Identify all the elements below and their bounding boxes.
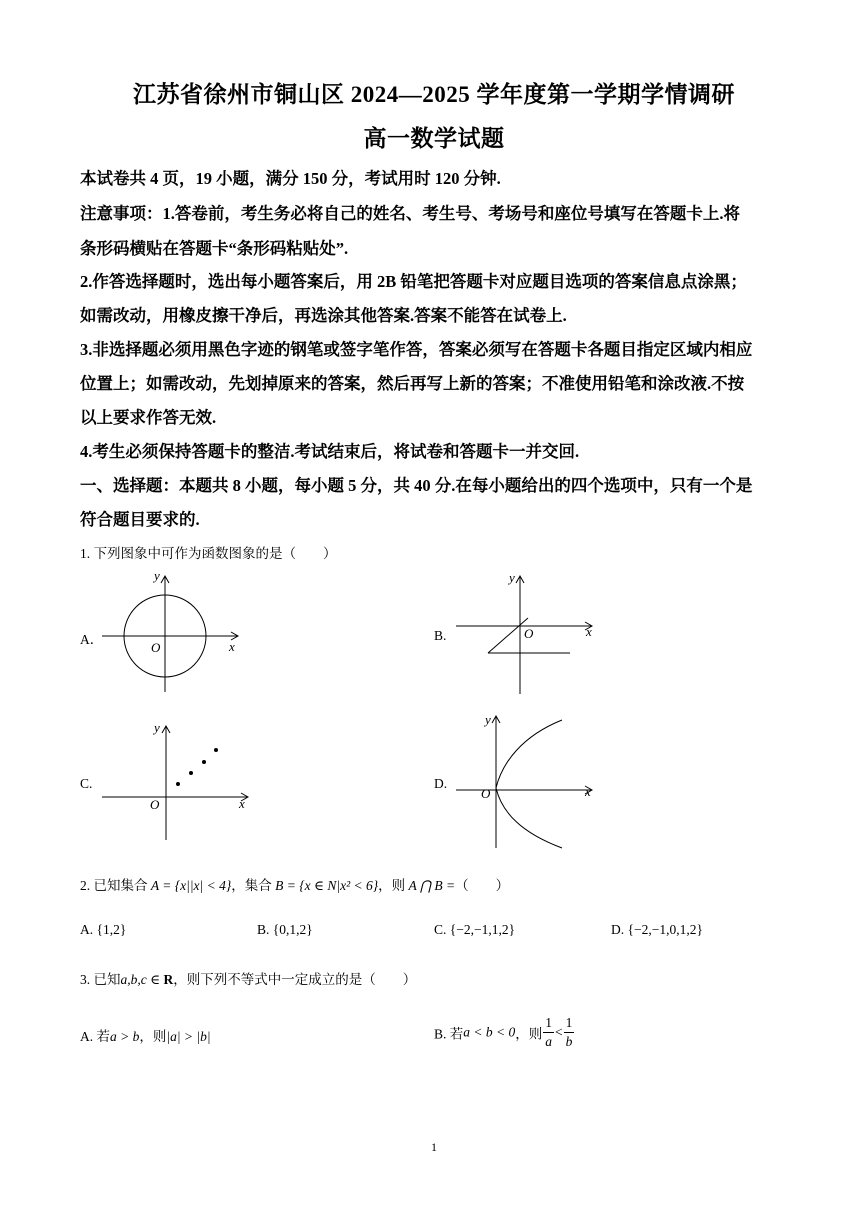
note-2a: 2.作答选择题时，选出每小题答案后，用 2B 铅笔把答题卡对应题目选项的答案信息点涂黑； [80,272,747,291]
q2-option-d-label: D. [611,922,625,937]
q1-graph-b [452,568,602,696]
q1-graph-d [452,708,602,850]
q3-stem [80,968,416,988]
q3-frac1-num: 1 [543,1014,554,1033]
page-number: 1 [431,1140,437,1154]
q2-option-b-label: B. [257,922,270,937]
exam-title: 江苏省徐州市铜山区 2024—2025 学年度第一学期学情调研 [133,82,735,107]
q3-vars: a,b,c [120,972,147,987]
q2-option-a-label: A. [80,922,94,937]
q1c-point [202,760,206,764]
q1d-origin-label: O [481,786,491,801]
q2-option-b [257,922,313,938]
q1b-x-label: x [586,624,592,639]
q3-option-b [434,1014,575,1051]
q2-option-c [434,922,515,938]
q2-option-a-value: {1,2} [96,922,127,937]
q2-option-d-value: {−2,−1,0,1,2} [627,922,703,937]
q1-option-a-label: A． [80,632,104,647]
intro-line: 本试卷共 4 页，19 小题，满分 150 分，考试用时 120 分钟. [80,169,501,188]
q2-set-a: A = {x||x| < 4} [150,878,232,893]
q1a-x-label: x [229,639,235,654]
section1-line2: 符合题目要求的. [80,510,200,529]
note-3c: 以上要求作答无效. [80,408,217,427]
q1b-origin-label: O [524,626,534,641]
q2-stem [80,874,509,894]
q1-graph-c [98,716,258,844]
q3-option-a-result: |a| > |b| [166,1029,211,1044]
q1d-x-label: x [585,784,591,799]
q3-option-b-then: ，则 [515,1026,543,1042]
q2-ask: A ⋂ B = [408,878,456,893]
q3-option-b-lt: < [555,1024,563,1040]
note-3b: 位置上；如需改动，先划掉原来的答案，然后再写上新的答案；不准使用铅笔和涂改液.不按 [80,374,745,393]
q1-graph-a [98,568,248,696]
q1c-y-label: y [154,720,160,735]
q3-text: ，则下列不等式中一定成立的是（ ） [173,972,417,987]
q3-option-a [80,1025,211,1045]
q1c-x-label: x [239,796,245,811]
q3-real-set: R [163,972,174,987]
q3-option-b-frac1 [543,1014,554,1051]
q1a-origin-label: O [151,640,161,655]
q1c-point [189,771,193,775]
q1-stem: 1. 下列图象中可作为函数图象的是（ ） [80,546,337,561]
q3-frac2-num: 1 [564,1014,575,1033]
q3-text: 3. 已知 [80,972,121,987]
q1b-y-label: y [509,570,515,585]
q3-option-a-then: ，则 [139,1029,167,1044]
q1-option-b-label: B. [434,628,447,643]
q1c-origin-label: O [150,797,160,812]
q2-set-b: B = {x ∈ N|x² < 6} [275,878,379,893]
q2-text: ，集合 [231,878,276,893]
q2-option-a [80,922,126,938]
q2-text: （ ） [455,878,510,893]
note-4: 4.考生必须保持答题卡的整洁.考试结束后，将试卷和答题卡一并交回. [80,442,580,461]
note-3a: 3.非选择题必须用黑色字迹的钢笔或签字笔作答，答案必须写在答题卡各题目指定区域内相应 [80,340,753,359]
exam-subtitle: 高一数学试题 [363,126,505,151]
q1a-y-label: y [154,568,160,583]
q3-frac2-den: b [565,1034,573,1049]
note-1b: 条形码横贴在答题卡“条形码粘贴处”. [80,239,349,258]
q3-option-a-cond: a > b [110,1029,140,1044]
q2-option-c-value: {−2,−1,1,2} [449,922,516,937]
note-2b: 如需改动，用橡皮擦干净后，再选涂其他答案.答案不能答在试卷上. [80,306,567,325]
q2-text: ，则 [378,878,409,893]
q3-in: ∈ [146,972,164,987]
q2-option-b-value: {0,1,2} [272,922,313,937]
q3-option-b-cond: a < b < 0 [463,1024,516,1040]
q1c-point [176,782,180,786]
q3-option-b-frac2 [564,1014,575,1051]
section1-line1: 一、选择题：本题共 8 小题，每小题 5 分，共 40 分.在每小题给出的四个选项中，只有一个是 [80,476,753,495]
q1d-y-label: y [485,712,491,727]
q3-frac1-den: a [545,1034,552,1049]
q2-text: 2. 已知集合 [80,878,151,893]
q3-option-b-text: B. 若 [434,1026,464,1042]
note-1a: 注意事项：1.答卷前，考生务必将自己的姓名、考生号、考场号和座位号填写在答题卡上.将 [80,204,740,223]
q2-option-d [611,922,703,938]
q3-option-a-text: A. 若 [80,1029,110,1044]
q2-option-c-label: C. [434,922,447,937]
q1c-point [214,748,218,752]
q1-option-d-label: D. [434,776,448,791]
q1-option-c-label: C. [80,776,93,791]
